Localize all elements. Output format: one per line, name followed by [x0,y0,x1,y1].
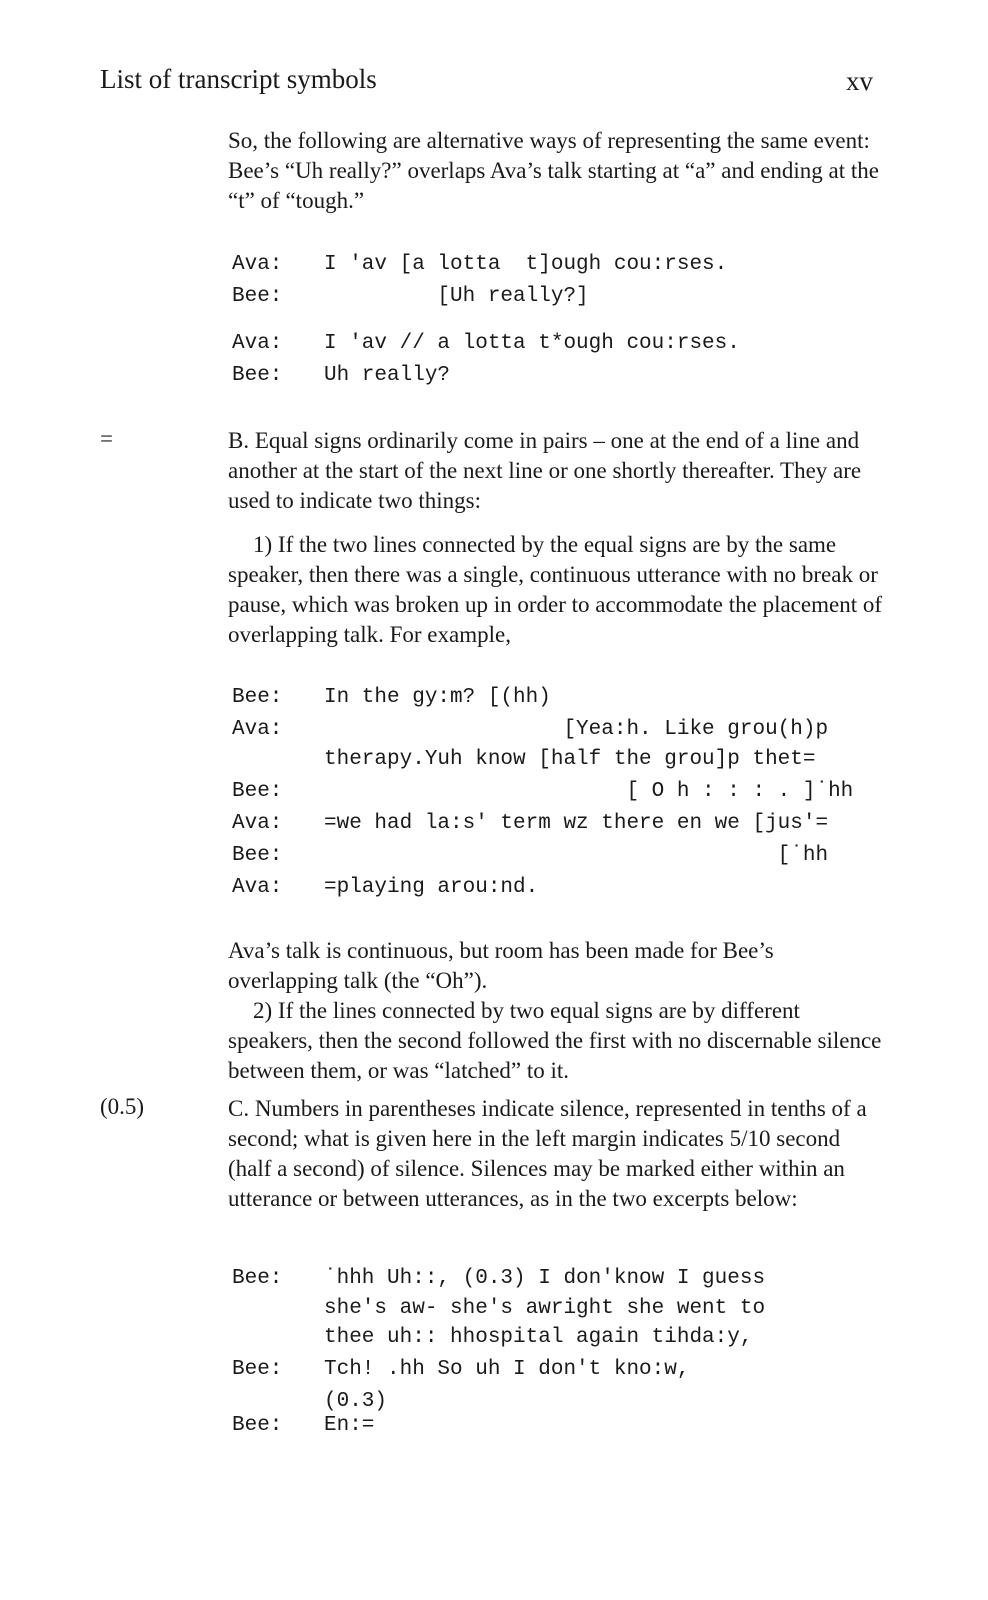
transcript-line: I 'av [a lotta t]ough cou:rses. [324,253,728,276]
page-number: xv [846,66,873,96]
transcript-line: =playing arou:nd. [324,876,539,899]
transcript-speaker: Bee: [232,1358,283,1381]
transcript-speaker: Ava: [232,812,283,835]
transcript-line: =we had la:s' term wz there en we [jus'= [324,812,829,835]
transcript-line: thee uh:: hhospital again tihda:y, [324,1326,753,1349]
transcript-speaker: Ava: [232,253,283,276]
section-b1-paragraph [228,530,888,650]
transcript-line: [Yea:h. Like grou(h)p [324,718,829,741]
transcript-line: Uh really? [324,364,451,387]
transcript-line: she's aw- she's awright she went to [324,1297,766,1320]
transcript-line: [ O h : : : . ]˙hh [324,780,854,803]
section-c-text: C. Numbers in parentheses indicate silence, represented in tenths of a second; what is given here in the left margin indicates 5/10 second (half a second) of silence. Silences may be marked either within an utterance or between utterances, as in the two excerpts below: [228,1096,867,1211]
transcript-speaker: Bee: [232,686,283,709]
transcript-line: therapy.Yuh know [half the grou]p thet= [324,748,816,771]
transcript-line: ˙hhh Uh::, (0.3) I don'know I guess [324,1267,766,1290]
intro-text: So, the following are alternative ways of representing the same event: Bee’s “Uh really?” overlaps Ava’s talk starting at “a” and ending at the “t” of “tough.” [228,128,879,213]
margin-symbol-equals: = [100,426,113,451]
running-head-title: List of transcript symbols [100,64,377,94]
transcript-speaker: Ava: [232,876,283,899]
transcript-line: (0.3) [324,1390,388,1413]
transcript-speaker: Bee: [232,780,283,803]
transcript-line: En:= [324,1414,375,1437]
transcript-speaker: Ava: [232,332,283,355]
transcript-speaker: Bee: [232,1414,283,1437]
transcript-speaker: Bee: [232,285,283,308]
margin-symbol-silence: (0.5) [100,1094,145,1119]
transcript-line: [Uh really?] [324,285,589,308]
transcript-line: In the gy:m? [(hh) [324,686,551,709]
transcript-speaker: Bee: [232,844,283,867]
transcript-line: I 'av // a lotta t*ough cou:rses. [324,332,740,355]
section-b1-text: 1) If the two lines connected by the equal signs are by the same speaker, then there was a single, continuous utterance with no break or pause, which was broken up in order to accommodate the placement of overlapping talk. For example, [228,532,882,647]
section-b-paragraph [228,426,888,516]
transcript-speaker: Bee: [232,1267,283,1290]
section-b-after-text: Ava’s talk is continuous, but room has been made for Bee’s overlapping talk (the “Oh”). [228,938,774,993]
transcript-speaker: Bee: [232,364,283,387]
transcript-line: [˙hh [324,844,829,867]
section-b-after-paragraph [228,936,888,1086]
section-b-text: B. Equal signs ordinarily come in pairs – one at the end of a line and another at the start of the next line or one shortly thereafter. They are used to indicate two things: [228,428,862,513]
intro-paragraph [228,126,888,216]
section-c-paragraph [228,1094,888,1214]
transcript-line: Tch! .hh So uh I don't kno:w, [324,1358,690,1381]
transcript-speaker: Ava: [232,718,283,741]
section-b2-text: 2) If the lines connected by two equal signs are by different speakers, then the second followed the first with no discernable silence between them, or was “latched” to it. [228,998,882,1083]
